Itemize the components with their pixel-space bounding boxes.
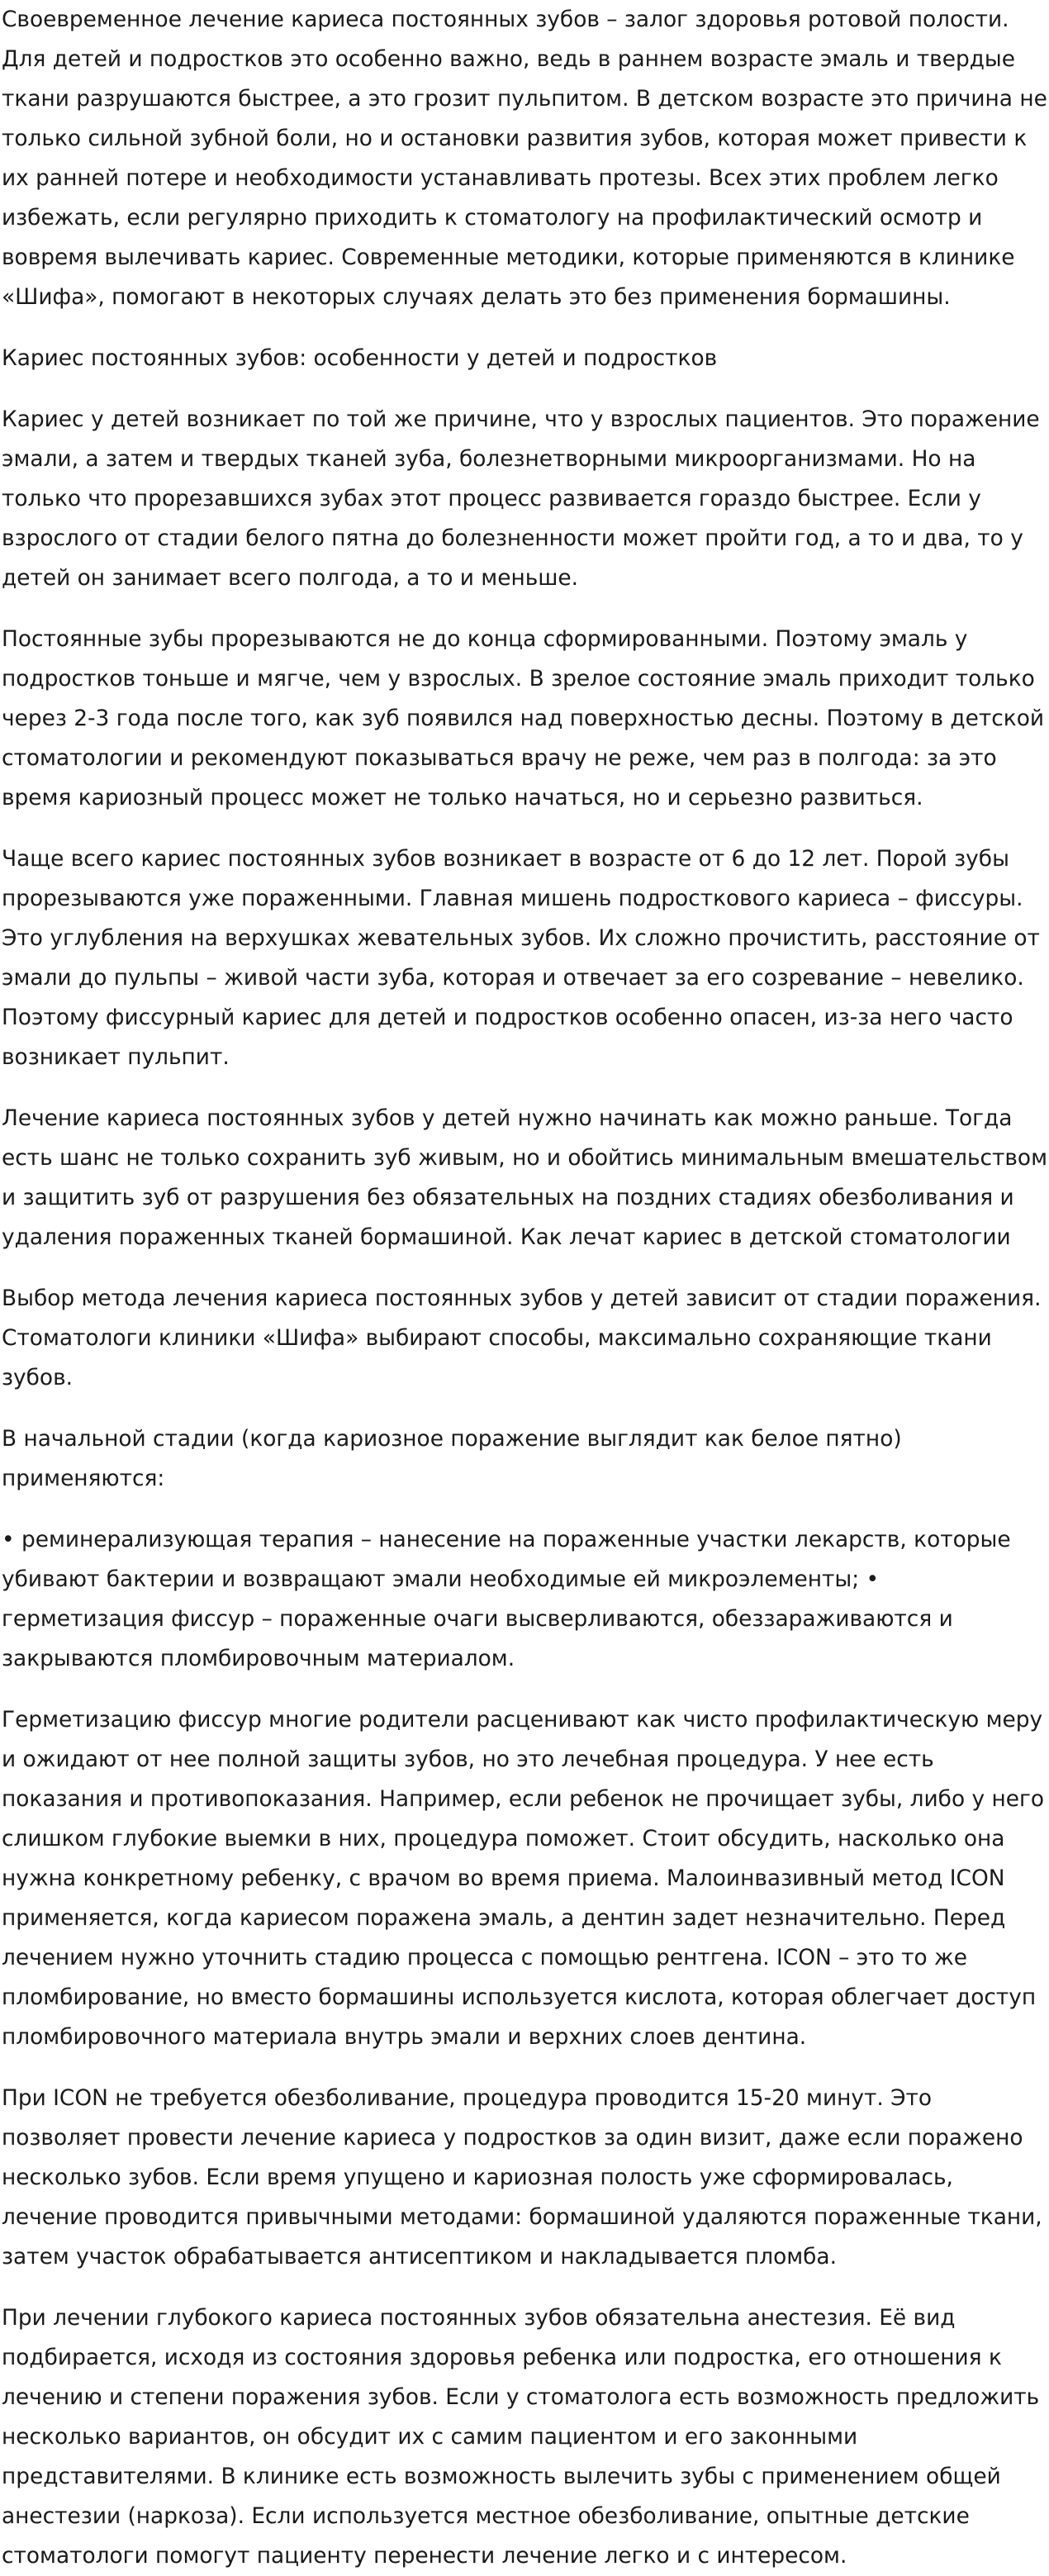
- paragraph-sealing-icon: Герметизацию фиссур многие родители расценивают как чисто профилактическую меру и ожидают от нее полной защиты зубов, но это лечебная процедура. У нее есть показания и противопоказания. Например, если ребенок не прочищает зубы, либо у него слишком глубокие выемки в них, процедура поможет. Стоит обсудить, насколько она нужна конкретному ребенку, с врачом во время приема. Малоинвазивный метод ICON применяется, когда кариесом поражена эмаль, а дентин задет незначительно. Перед лечением нужно уточнить стадию процесса с помощью рентгена. ICON – это то же пломбирование, но вместо бормашины используется кислота, которая облегчает доступ пломбировочного материала внутрь эмали и верхних слоев дентина.: [2, 1707, 1044, 2050]
- intro-paragraph: Своевременное лечение кариеса постоянных зубов – залог здоровья ротовой полости. Для детей и подростков это особенно важно, ведь в раннем возрасте эмаль и твердые ткани разрушаются быстрее, а это грозит пульпитом. В детском возрасте это причина не только сильной зубной боли, но и остановки развития зубов, которая может привести к их ранней потере и необходимости устанавливать протезы. Всех этих проблем легко избежать, если регулярно приходить к стоматологу на профилактический осмотр и вовремя вылечивать кариес. Современные методики, которые применяются в клинике «Шифа», помогают в некоторых случаях делать это без применения бормашины.: [2, 7, 1047, 310]
- paragraph-initial-stage: В начальной стадии (когда кариозное поражение выглядит как белое пятно) применяются:: [2, 1426, 902, 1491]
- paragraph-permanent-teeth: Постоянные зубы прорезываются не до конца сформированными. Поэтому эмаль у подростков тоньше и мягче, чем у взрослых. В зрелое состояние эмаль приходит только через 2-3 года после того, как зуб появился над поверхностью десны. Поэтому в детской стоматологии и рекомендуют показываться врачу не реже, чем раз в полгода: за это время кариозный процесс может не только начаться, но и серьезно развиться.: [2, 626, 1045, 810]
- section-heading: Кариес постоянных зубов: особенности у детей и подростков: [2, 345, 718, 371]
- paragraph-caries-cause: Кариес у детей возникает по той же причине, что у взрослых пациентов. Это поражение эмали, а затем и твердых тканей зуба, болезнетворными микроорганизмами. Но на только что прорезавшихся зубах этот процесс развивается гораздо быстрее. Если у взрослого от стадии белого пятна до болезненности может пройти год, а то и два, то у детей он занимает всего полгода, а то и меньше.: [2, 406, 1040, 591]
- paragraph-methods-list: • реминерализующая терапия – нанесение на пораженные участки лекарств, которые убивают бактерии и возвращают эмали необходимые ей микроэлементы; • герметизация фиссур – пораженные очаги высверливаются, обеззараживаются и закрываются пломбировочным материалом.: [2, 1527, 1011, 1671]
- paragraph-fissures: Чаще всего кариес постоянных зубов возникает в возрасте от 6 до 12 лет. Порой зубы прорезываются уже пораженными. Главная мишень подросткового кариеса – фиссуры. Это углубления на верхушках жевательных зубов. Их сложно прочистить, расстояние от эмали до пульпы – живой части зуба, которая и отвечает за его созревание – невелико. Поэтому фиссурный кариес для детей и подростков особенно опасен, из-за него часто возникает пульпит.: [2, 846, 1040, 1070]
- paragraph-early-treatment: Лечение кариеса постоянных зубов у детей нужно начинать как можно раньше. Тогда есть шанс не только сохранить зуб живым, но и обойтись минимальным вмешательством и защитить зуб от разрушения без обязательных на поздних стадиях обезболивания и удаления пораженных тканей бормашиной. Как лечат кариес в детской стоматологии: [2, 1105, 1047, 1250]
- paragraph-icon-procedure: При ICON не требуется обезболивание, процедура проводится 15-20 минут. Это позволяет провести лечение кариеса у подростков за один визит, даже если поражено несколько зубов. Если время упущено и кариозная полость уже сформировалась, лечение проводится привычными методами: бормашиной удаляются пораженные ткани, затем участок обрабатывается антисептиком и накладывается пломба.: [2, 2085, 1042, 2269]
- paragraph-anesthesia: При лечении глубокого кариеса постоянных зубов обязательна анестезия. Её вид подбирается, исходя из состояния здоровья ребенка или подростка, его отношения к лечению и степени поражения зубов. Если у стоматолога есть возможность предложить несколько вариантов, он обсудит их с самим пациентом и его законными представителями. В клинике есть возможность вылечить зубы с применением общей анестезии (наркоза). Если используется местное обезболивание, опытные детские стоматологи помогут пациенту перенести лечение легко и с интересом.: [2, 2305, 1040, 2569]
- paragraph-method-choice: Выбор метода лечения кариеса постоянных зубов у детей зависит от стадии поражения. Стоматологи клиники «Шифа» выбирают способы, максимально сохраняющие ткани зубов.: [2, 1286, 1042, 1390]
